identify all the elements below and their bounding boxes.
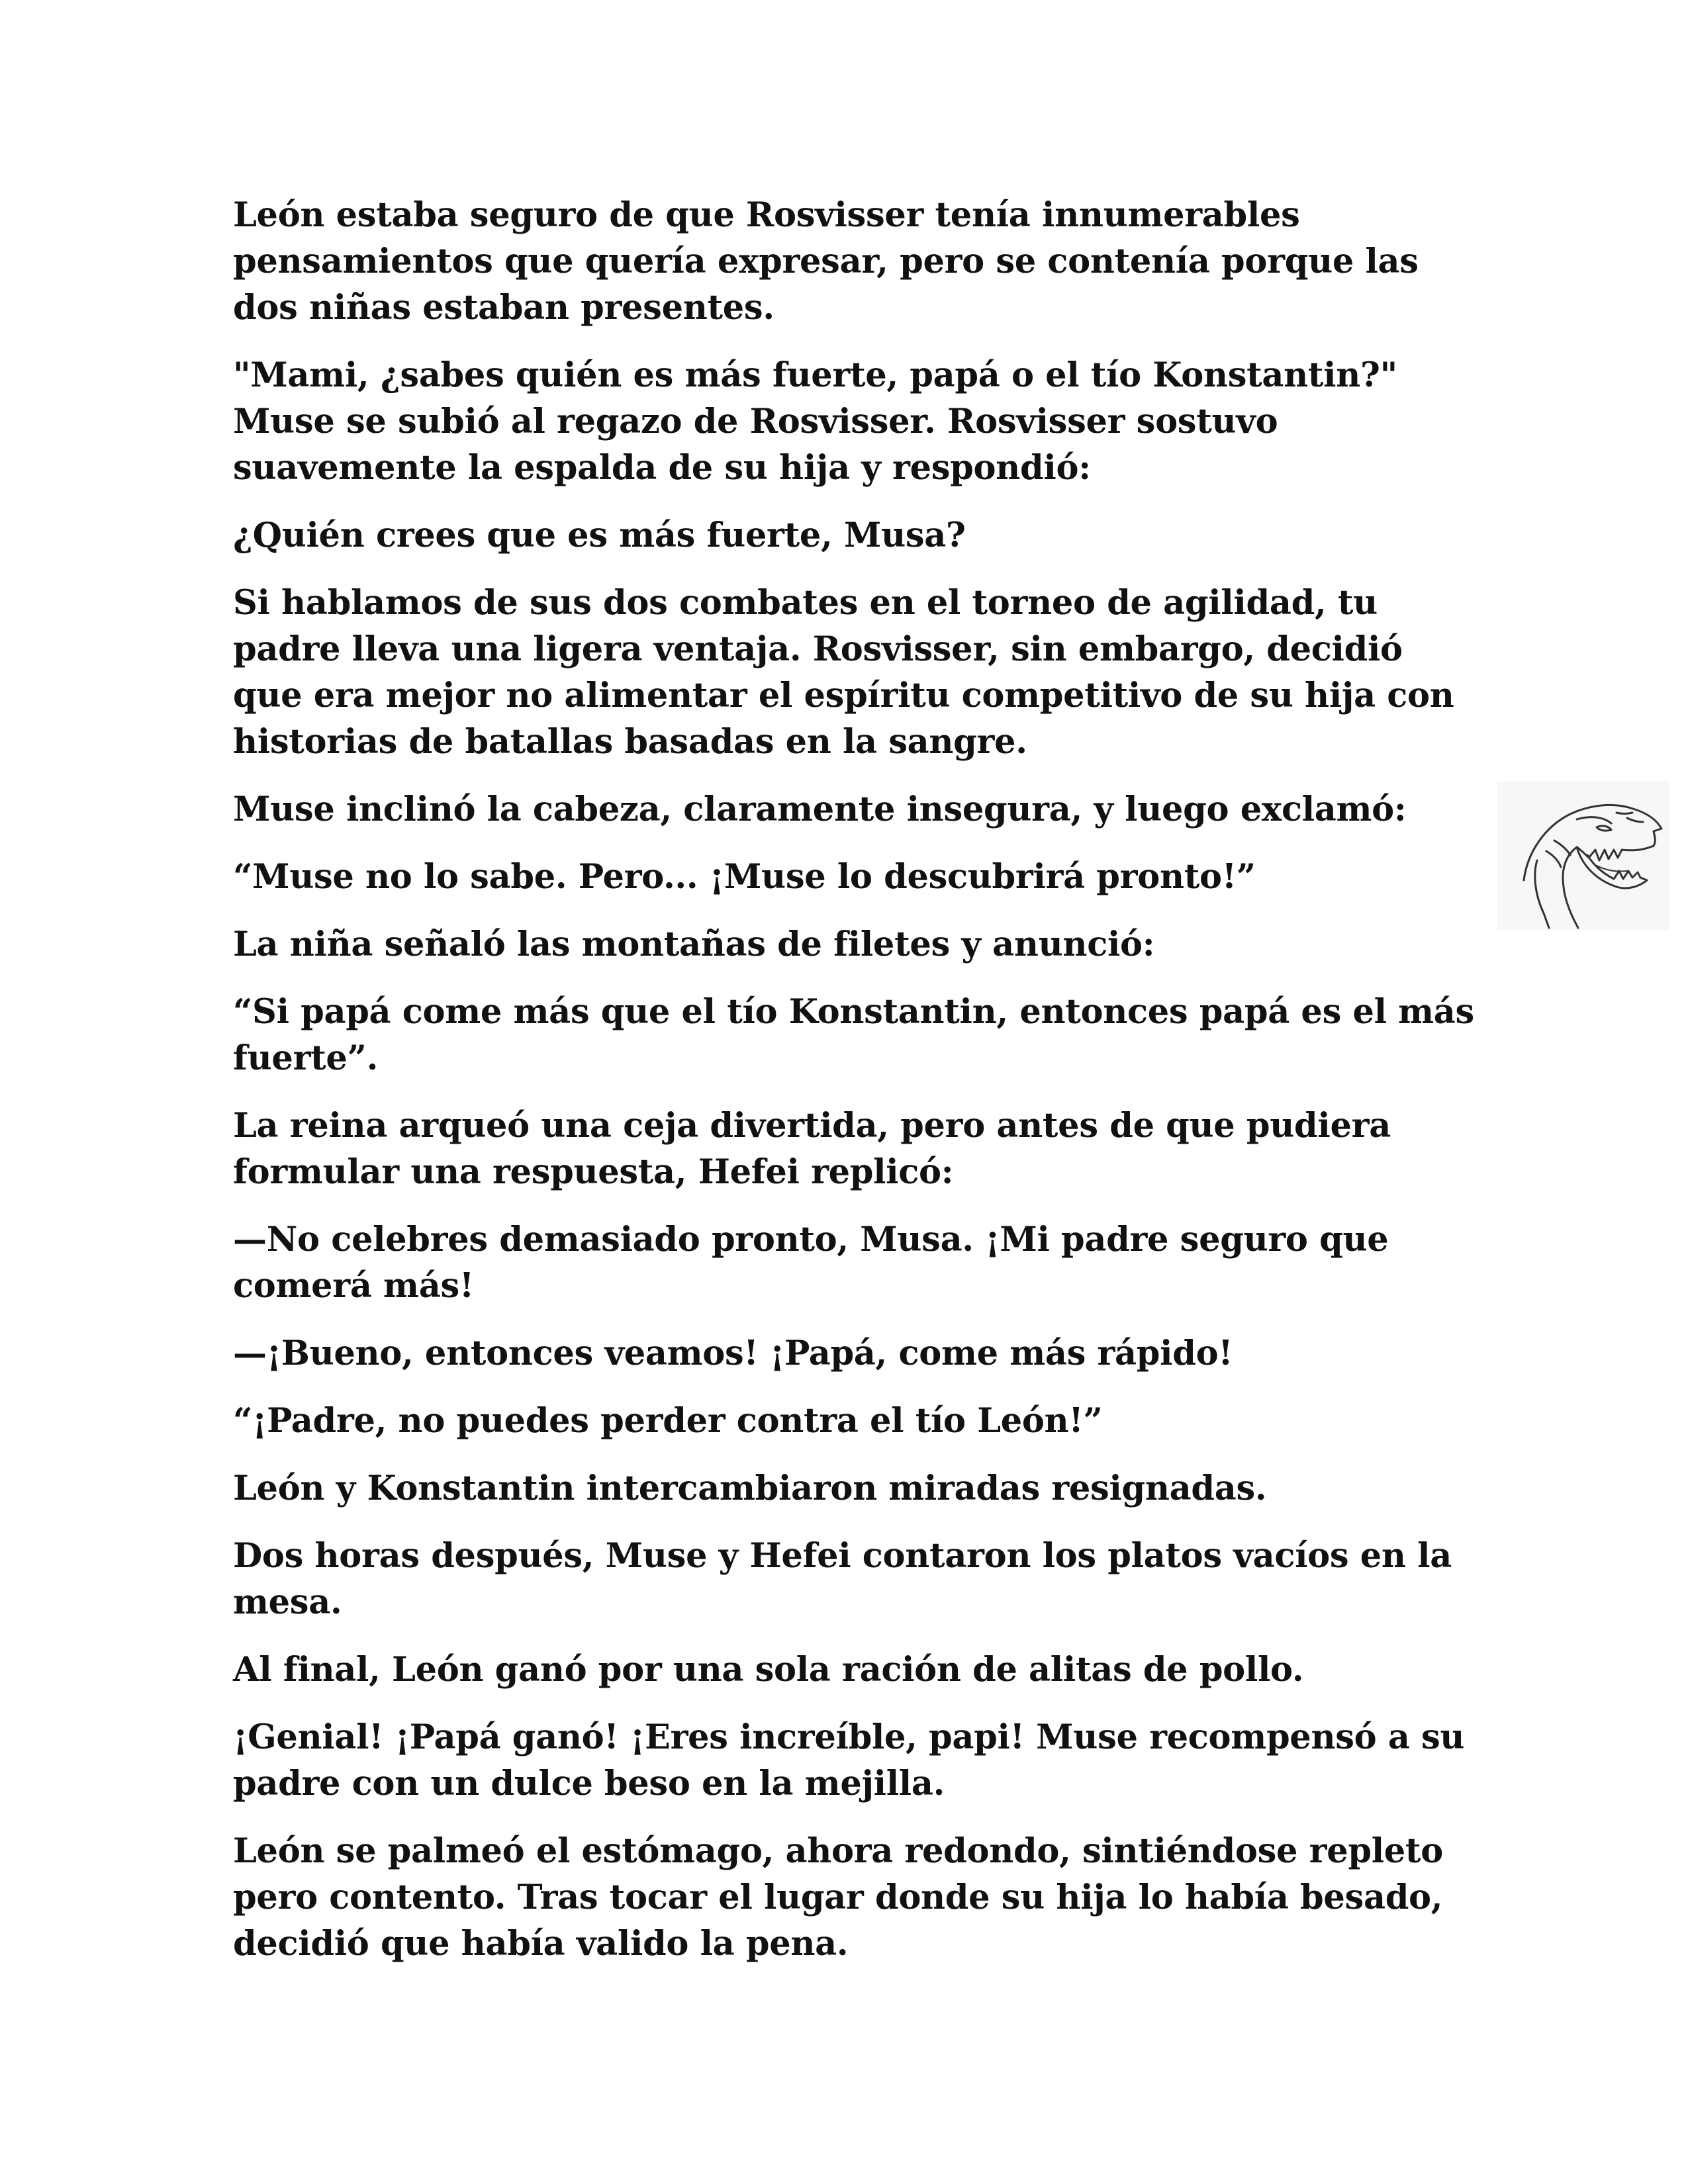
paragraph: La reina arqueó una ceja divertida, pero antes de que pudiera formular una respuesta, Hefei replicó: (233, 1106, 1391, 1192)
paragraph: —¡Bueno, entonces veamos! ¡Papá, come más rápido! (233, 1334, 1233, 1373)
dinosaur-head-icon (1497, 781, 1669, 931)
paragraph: Muse inclinó la cabeza, claramente insegura, y luego exclamó: (233, 790, 1407, 829)
paragraph: León se palmeó el estómago, ahora redondo, sintiéndose repleto pero contento. Tras tocar el lugar donde su hija lo había besado, decidió que había valido la pena. (233, 1831, 1443, 1964)
paragraph: La niña señaló las montañas de filetes y anunció: (233, 925, 1155, 964)
paragraph: —No celebres demasiado pronto, Musa. ¡Mi padre seguro que comerá más! (233, 1220, 1389, 1306)
paragraph: Al final, León ganó por una sola ración de alitas de pollo. (233, 1650, 1304, 1690)
paragraph: “Muse no lo sabe. Pero... ¡Muse lo descubrirá pronto!” (233, 857, 1256, 897)
paragraph: ¿Quién crees que es más fuerte, Musa? (233, 516, 966, 555)
paragraph: “Si papá come más que el tío Konstantin, entonces papá es el más fuerte”. (233, 992, 1474, 1078)
paragraph: ¡Genial! ¡Papá ganó! ¡Eres increíble, papi! Muse recompensó a su padre con un dulce beso en la mejilla. (233, 1717, 1465, 1803)
paragraph: León y Konstantin intercambiaron miradas resignadas. (233, 1469, 1267, 1508)
paragraph: Si hablamos de sus dos combates en el torneo de agilidad, tu padre lleva una ligera ventaja. Rosvisser, sin embargo, decidió que era mejor no alimentar el espíritu competitivo de su hija con historias de batallas basadas en la sangre. (233, 583, 1454, 762)
paragraph: “¡Padre, no puedes perder contra el tío León!” (233, 1401, 1103, 1441)
body-text (233, 192, 1477, 1988)
paragraph: León estaba seguro de que Rosvisser tenía innumerables pensamientos que quería expresar, pero se contenía porque las dos niñas estaban presentes. (233, 195, 1419, 328)
paragraph: "Mami, ¿sabes quién es más fuerte, papá o el tío Konstantin?" Muse se subió al regazo de Rosvisser. Rosvisser sostuvo suavemente la espalda de su hija y respondió: (233, 355, 1397, 488)
paragraph: Dos horas después, Muse y Hefei contaron los platos vacíos en la mesa. (233, 1536, 1452, 1622)
